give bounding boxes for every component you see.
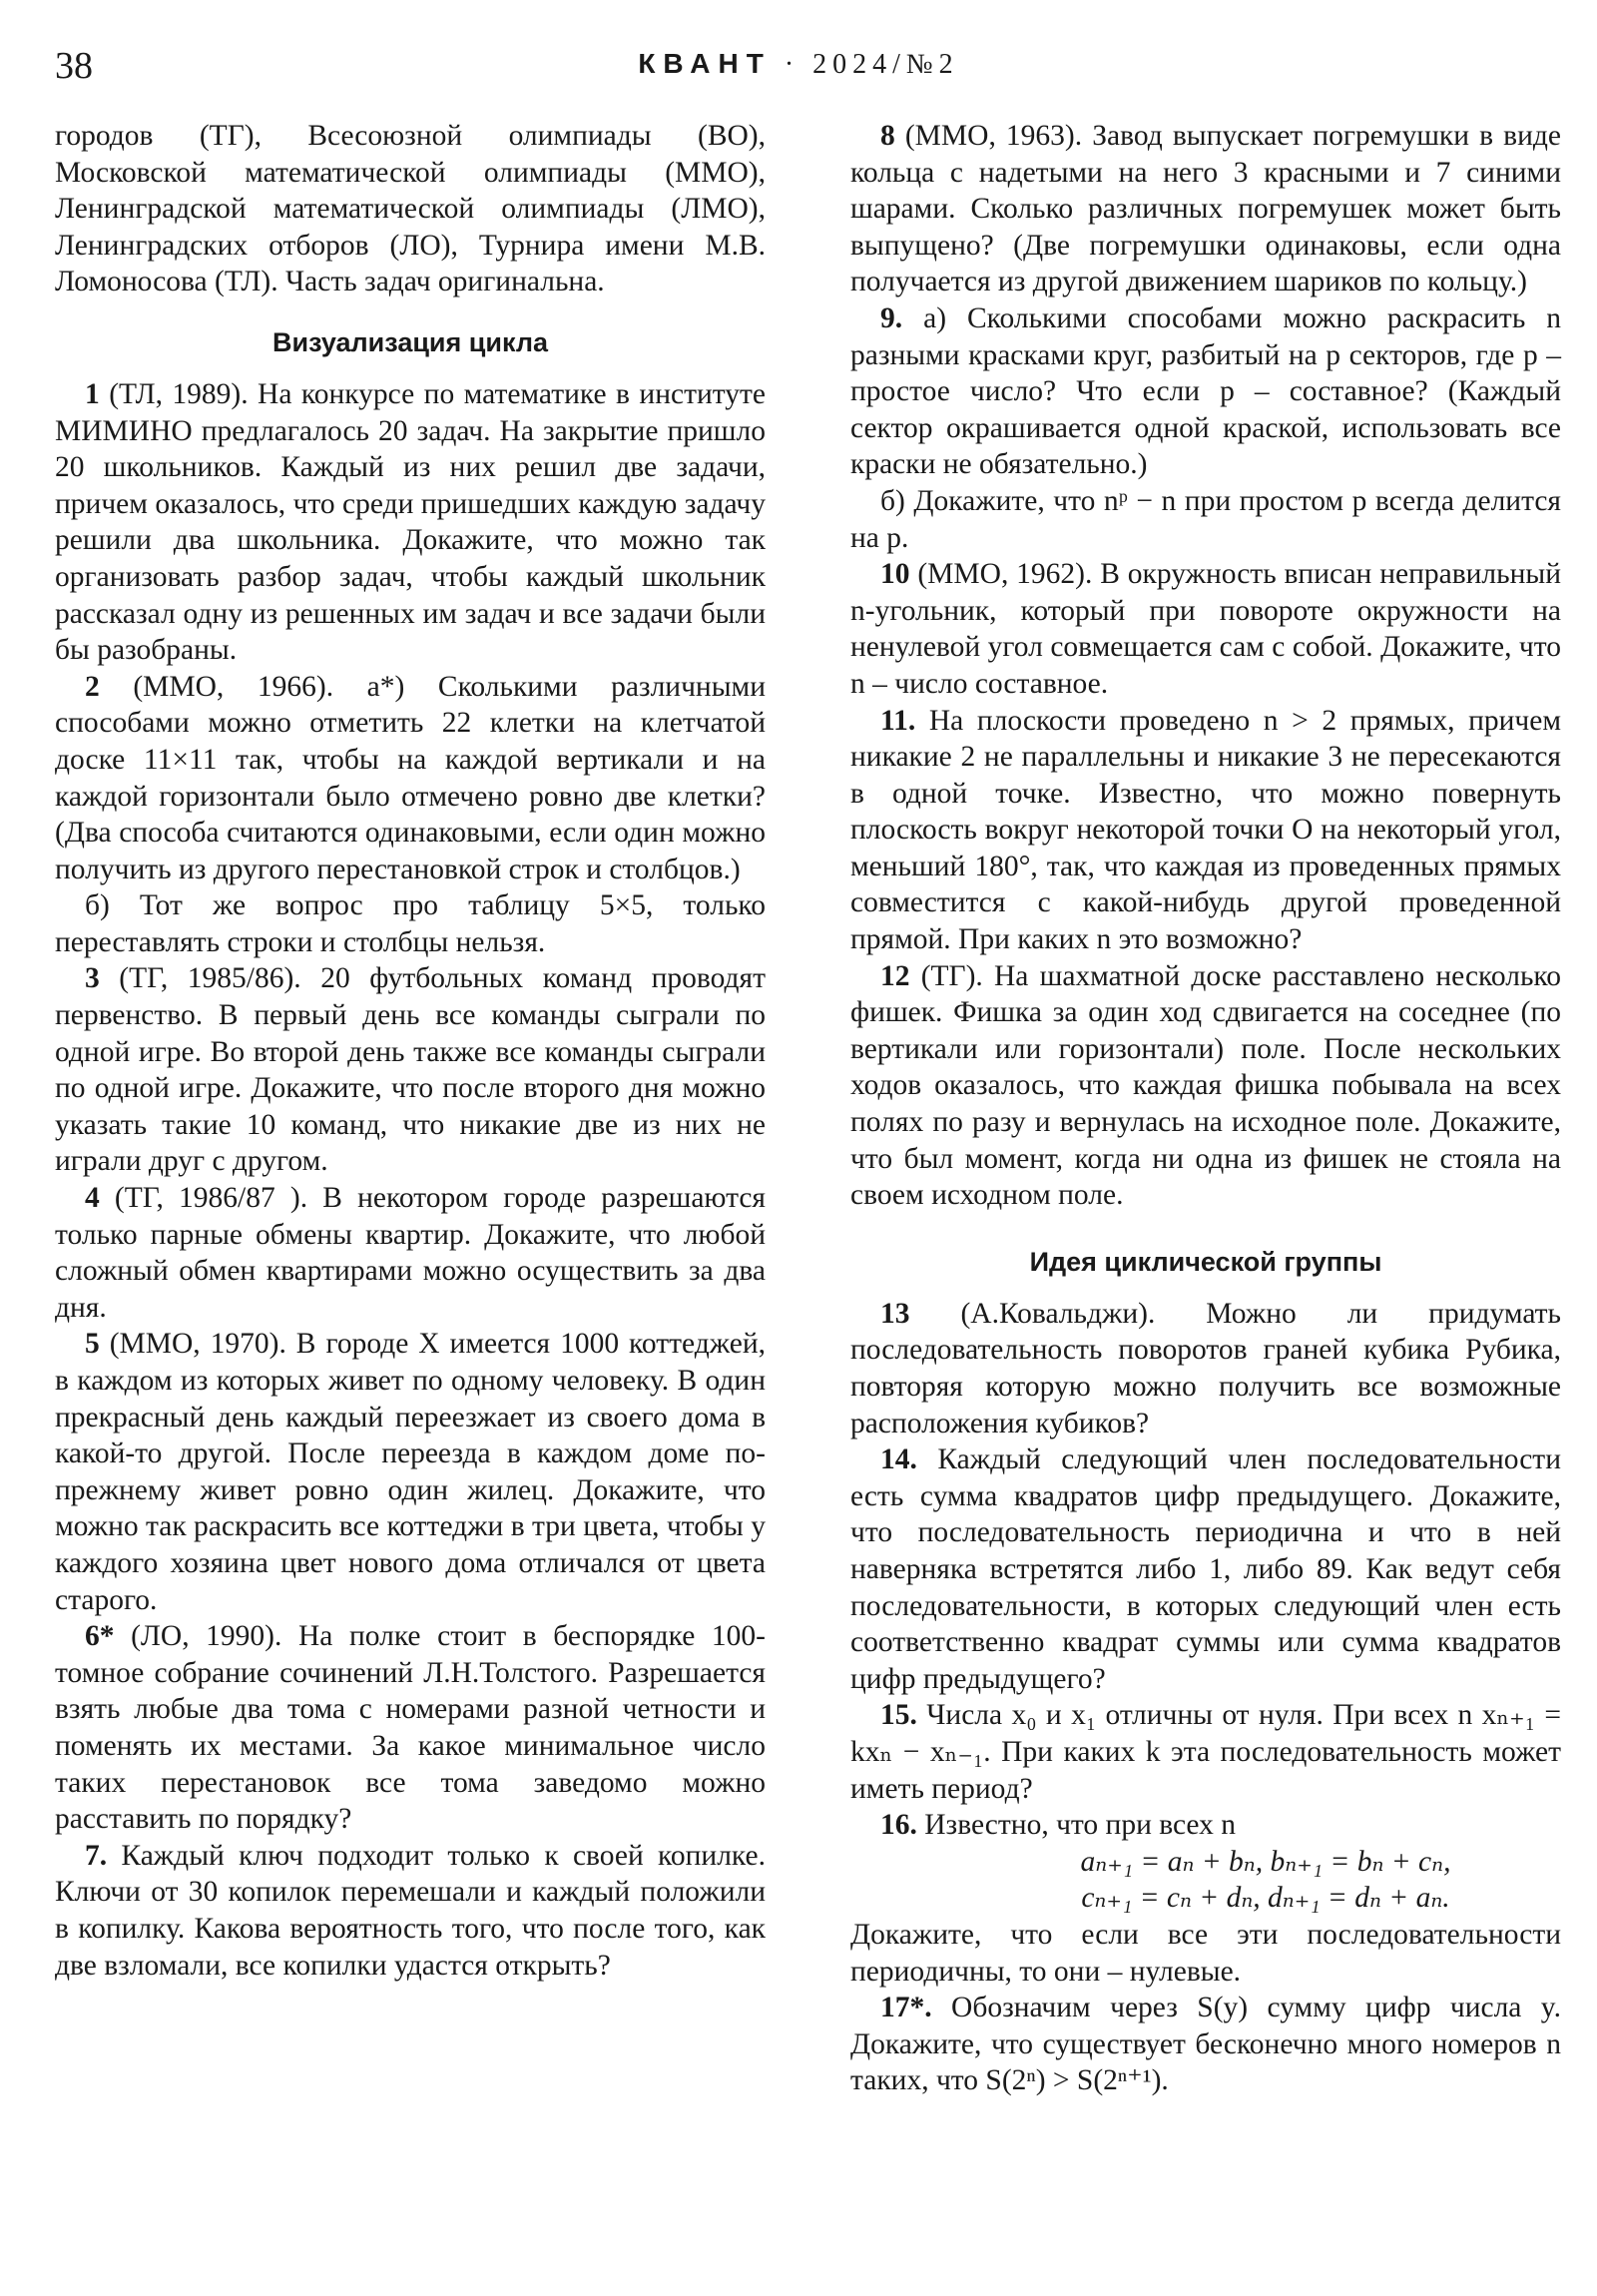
problem-text: (ММО, 1962). В окружность вписан неправильный n-угольник, который при повороте окружности на ненулевой угол совмещается сам с собой. Докажите, что n – число составное.: [850, 558, 1561, 700]
running-header: [0, 48, 1597, 81]
problem-text: На плоскости проведено n > 2 прямых, причем никакие 2 не параллельны и никакие 3 не пересекаются в одной точке. Известно, что можно повернуть плоскость вокруг некоторой точки O на некоторый угол, меньший 180°, так, что каждая из проведенных прямых совместится с какой-нибудь другой проведенной прямой. При каких n это возможно?: [850, 704, 1561, 956]
problem-paragraph: [850, 1697, 1561, 1807]
problem-paragraph: [55, 887, 766, 960]
problem-paragraph: [55, 376, 766, 669]
problem-number: 14.: [880, 1443, 917, 1476]
issue-number: · 2024/№2: [784, 49, 959, 80]
problem-number: 7.: [85, 1839, 108, 1872]
problem-paragraph: [850, 1296, 1561, 1441]
problem-text: (ТГ, 1985/86). 20 футбольных команд проводят первенство. В первый день все команды сыграли по одной игре. Во второй день также все команды сыграли по одной игре. Докажите, что после второго дня можно указать такие 10 команд, что никакие две из них не играли друг с другом.: [55, 962, 766, 1178]
problem-number: 3: [85, 962, 100, 995]
problem-text: Числа x₀ и x₁ отличны от нуля. При всех n xₙ₊₁ = kxₙ − xₙ₋₁. При каких k эта последовательность может иметь период?: [850, 1699, 1561, 1805]
problem-text: (ТЛ, 1989). На конкурсе по математике в институте МИМИНО предлагалось 20 задач. На закрытие пришло 20 школьников. Каждый из них решил две задачи, причем оказалось, что среди пришедших каждую задачу решили два школьника. Докажите, что можно так организовать разбор задач, чтобы каждый школьник рассказал одну из решенных им задач и все задачи были бы разобраны.: [55, 377, 766, 667]
problem-number: 16.: [880, 1809, 917, 1842]
problem-list: [55, 376, 766, 1984]
problem-text: б) Тот же вопрос про таблицу 5×5, только переставлять строки и столбцы нельзя.: [55, 889, 766, 958]
problem-number: 10: [880, 558, 910, 591]
page-number: 38: [55, 45, 93, 87]
problem-paragraph: [850, 958, 1561, 1214]
problem-paragraph: [850, 703, 1561, 958]
problem-text: (ЛО, 1990). На полке стоит в беспорядке 100-томное собрание сочинений Л.Н.Толстого. Разрешается взять любые два тома с номерами разной четности и поменять их местами. За какое минимальное число таких перестановок все тома заведомо можно расставить по порядку?: [55, 1620, 766, 1836]
right-column: [850, 118, 1561, 2099]
problem-text: а) Сколькими способами можно раскрасить n разными красками круг, разбитый на p секторов, где p – простое число? Что если p – составное? (Каждый сектор окрашивается одной краской, использовать все краски не обязательно.): [850, 301, 1561, 481]
problem-paragraph: [55, 1180, 766, 1326]
problem-number: 9.: [880, 301, 903, 334]
problem-text: Известно, что при всех n: [916, 1809, 1237, 1842]
problem-text: Каждый следующий член последовательности есть сумма квадратов цифр предыдущего. Докажите, что последовательность периодична и что в ней наверняка встретятся либо 1, либо 89. Как ведут себя последовательности, в которых следующий член есть соответственно квадрат суммы или сумма квадратов цифр предыдущего?: [850, 1443, 1561, 1695]
problem-number: 8: [880, 120, 895, 152]
problem-list: [850, 1296, 1561, 1844]
problem-paragraph: [55, 1618, 766, 1838]
problem-paragraph: [55, 1838, 766, 1984]
problem-text: (ММО, 1963). Завод выпускает погремушки в виде кольца с надетыми на него 3 красными и 7 синими шарами. Сколько различных погремушек может быть выпущено? (Две погремушки одинаковы, если одна получается из другой движением шариков по кольцу.): [850, 120, 1561, 298]
left-column: [55, 118, 766, 1984]
problem-text: б) Докажите, что nᵖ − n при простом p всегда делится на p.: [850, 484, 1561, 554]
problem-number: 6*: [85, 1620, 115, 1653]
intro-paragraph: городов (ТГ), Всесоюзной олимпиады (ВО), Московской математической олимпиады (ММО), Ленинградской математической олимпиады (ЛМО), Ленинградских отборов (ЛО), Турнира имени М.В. Ломоносова (ТЛ). Часть задач оригинальна.: [55, 120, 766, 298]
problem-number: 2: [85, 670, 100, 703]
problem-paragraph: [850, 1441, 1561, 1697]
problem-number: 1: [85, 377, 100, 410]
problem-text: (ТГ, 1986/87 ). В некотором городе разрешаются только парные обмены квартир. Докажите, что любой сложный обмен квартирами можно осуществить за два дня.: [55, 1182, 766, 1324]
problem-number: 13: [880, 1297, 910, 1330]
problem-number: 17*.: [880, 1992, 932, 2024]
problem-number: 4: [85, 1182, 100, 1215]
problem-paragraph: [850, 1990, 1561, 2099]
section-heading: Идея циклической группы: [1029, 1246, 1382, 1277]
problem-text: (ММО, 1970). В городе X имеется 1000 коттеджей, в каждом из которых живет по одному человеку. В один прекрасный день каждый переезжает из своего дома в какой-то другой. После переезда в каждом доме по-прежнему живет ровно один жилец. Докажите, что можно так раскрасить все коттеджи в три цвета, чтобы у каждого хозяина цвет нового дома отличался от цвета старого.: [55, 1328, 766, 1616]
problem-number: 12: [880, 959, 910, 992]
journal-name: КВАНТ: [638, 48, 772, 79]
problem-text: Обозначим через S(y) сумму цифр числа y. Докажите, что существует бесконечно много номеров n таких, что S(2ⁿ) > S(2ⁿ⁺¹).: [850, 1992, 1561, 2097]
problem-paragraph: [850, 1807, 1561, 1844]
formula-line: aₙ₊₁ = aₙ + bₙ, bₙ₊₁ = bₙ + cₙ,: [1080, 1845, 1451, 1878]
problem-text: Каждый ключ подходит только к своей копилке. Ключи от 30 копилок перемешали и каждый положили в копилку. Какова вероятность того, что после того, как две взломали, все копилки удастся открыть?: [55, 1839, 766, 1982]
problem-number: 11.: [880, 704, 916, 737]
problem-paragraph: [850, 483, 1561, 556]
problem-text: (ТГ). На шахматной доске расставлено несколько фишек. Фишка за один ход сдвигается на соседнее (по вертикали или горизонтали) поле. После нескольких ходов оказалось, что каждая фишка побывала на всех полях по разу и вернулась на исходное поле. Докажите, что был момент, когда ни одна из фишек не стояла на своем исходном поле.: [850, 959, 1561, 1212]
problem-paragraph: [55, 960, 766, 1180]
problem-paragraph: [850, 118, 1561, 300]
problem-paragraph: [55, 669, 766, 888]
problem-number: 5: [85, 1328, 100, 1361]
problem-paragraph: [55, 1326, 766, 1618]
section-heading: Визуализация цикла: [271, 326, 548, 357]
formula-line: cₙ₊₁ = cₙ + dₙ, dₙ₊₁ = dₙ + aₙ.: [1081, 1882, 1450, 1915]
problem-paragraph: Докажите, что если все эти последовательности периодичны, то они – нулевые.: [850, 1918, 1561, 1988]
problem-text: (А.Ковальджи). Можно ли придумать последовательность поворотов граней кубика Рубика, повторяя которую можно получить все возможные расположения кубиков?: [850, 1297, 1561, 1439]
problem-number: 15.: [880, 1699, 917, 1732]
problem-text: (ММО, 1966). а*) Сколькими различными способами можно отметить 22 клетки на клетчатой доске 11×11 так, чтобы на каждой вертикали и на каждой горизонтали было отмечено ровно две клетки? (Два способа считаются одинаковыми, если один можно получить из другого перестановкой строк и столбцов.): [55, 670, 766, 885]
problem-paragraph: [850, 556, 1561, 702]
problem-paragraph: [850, 300, 1561, 483]
problem-list: [850, 118, 1561, 1214]
